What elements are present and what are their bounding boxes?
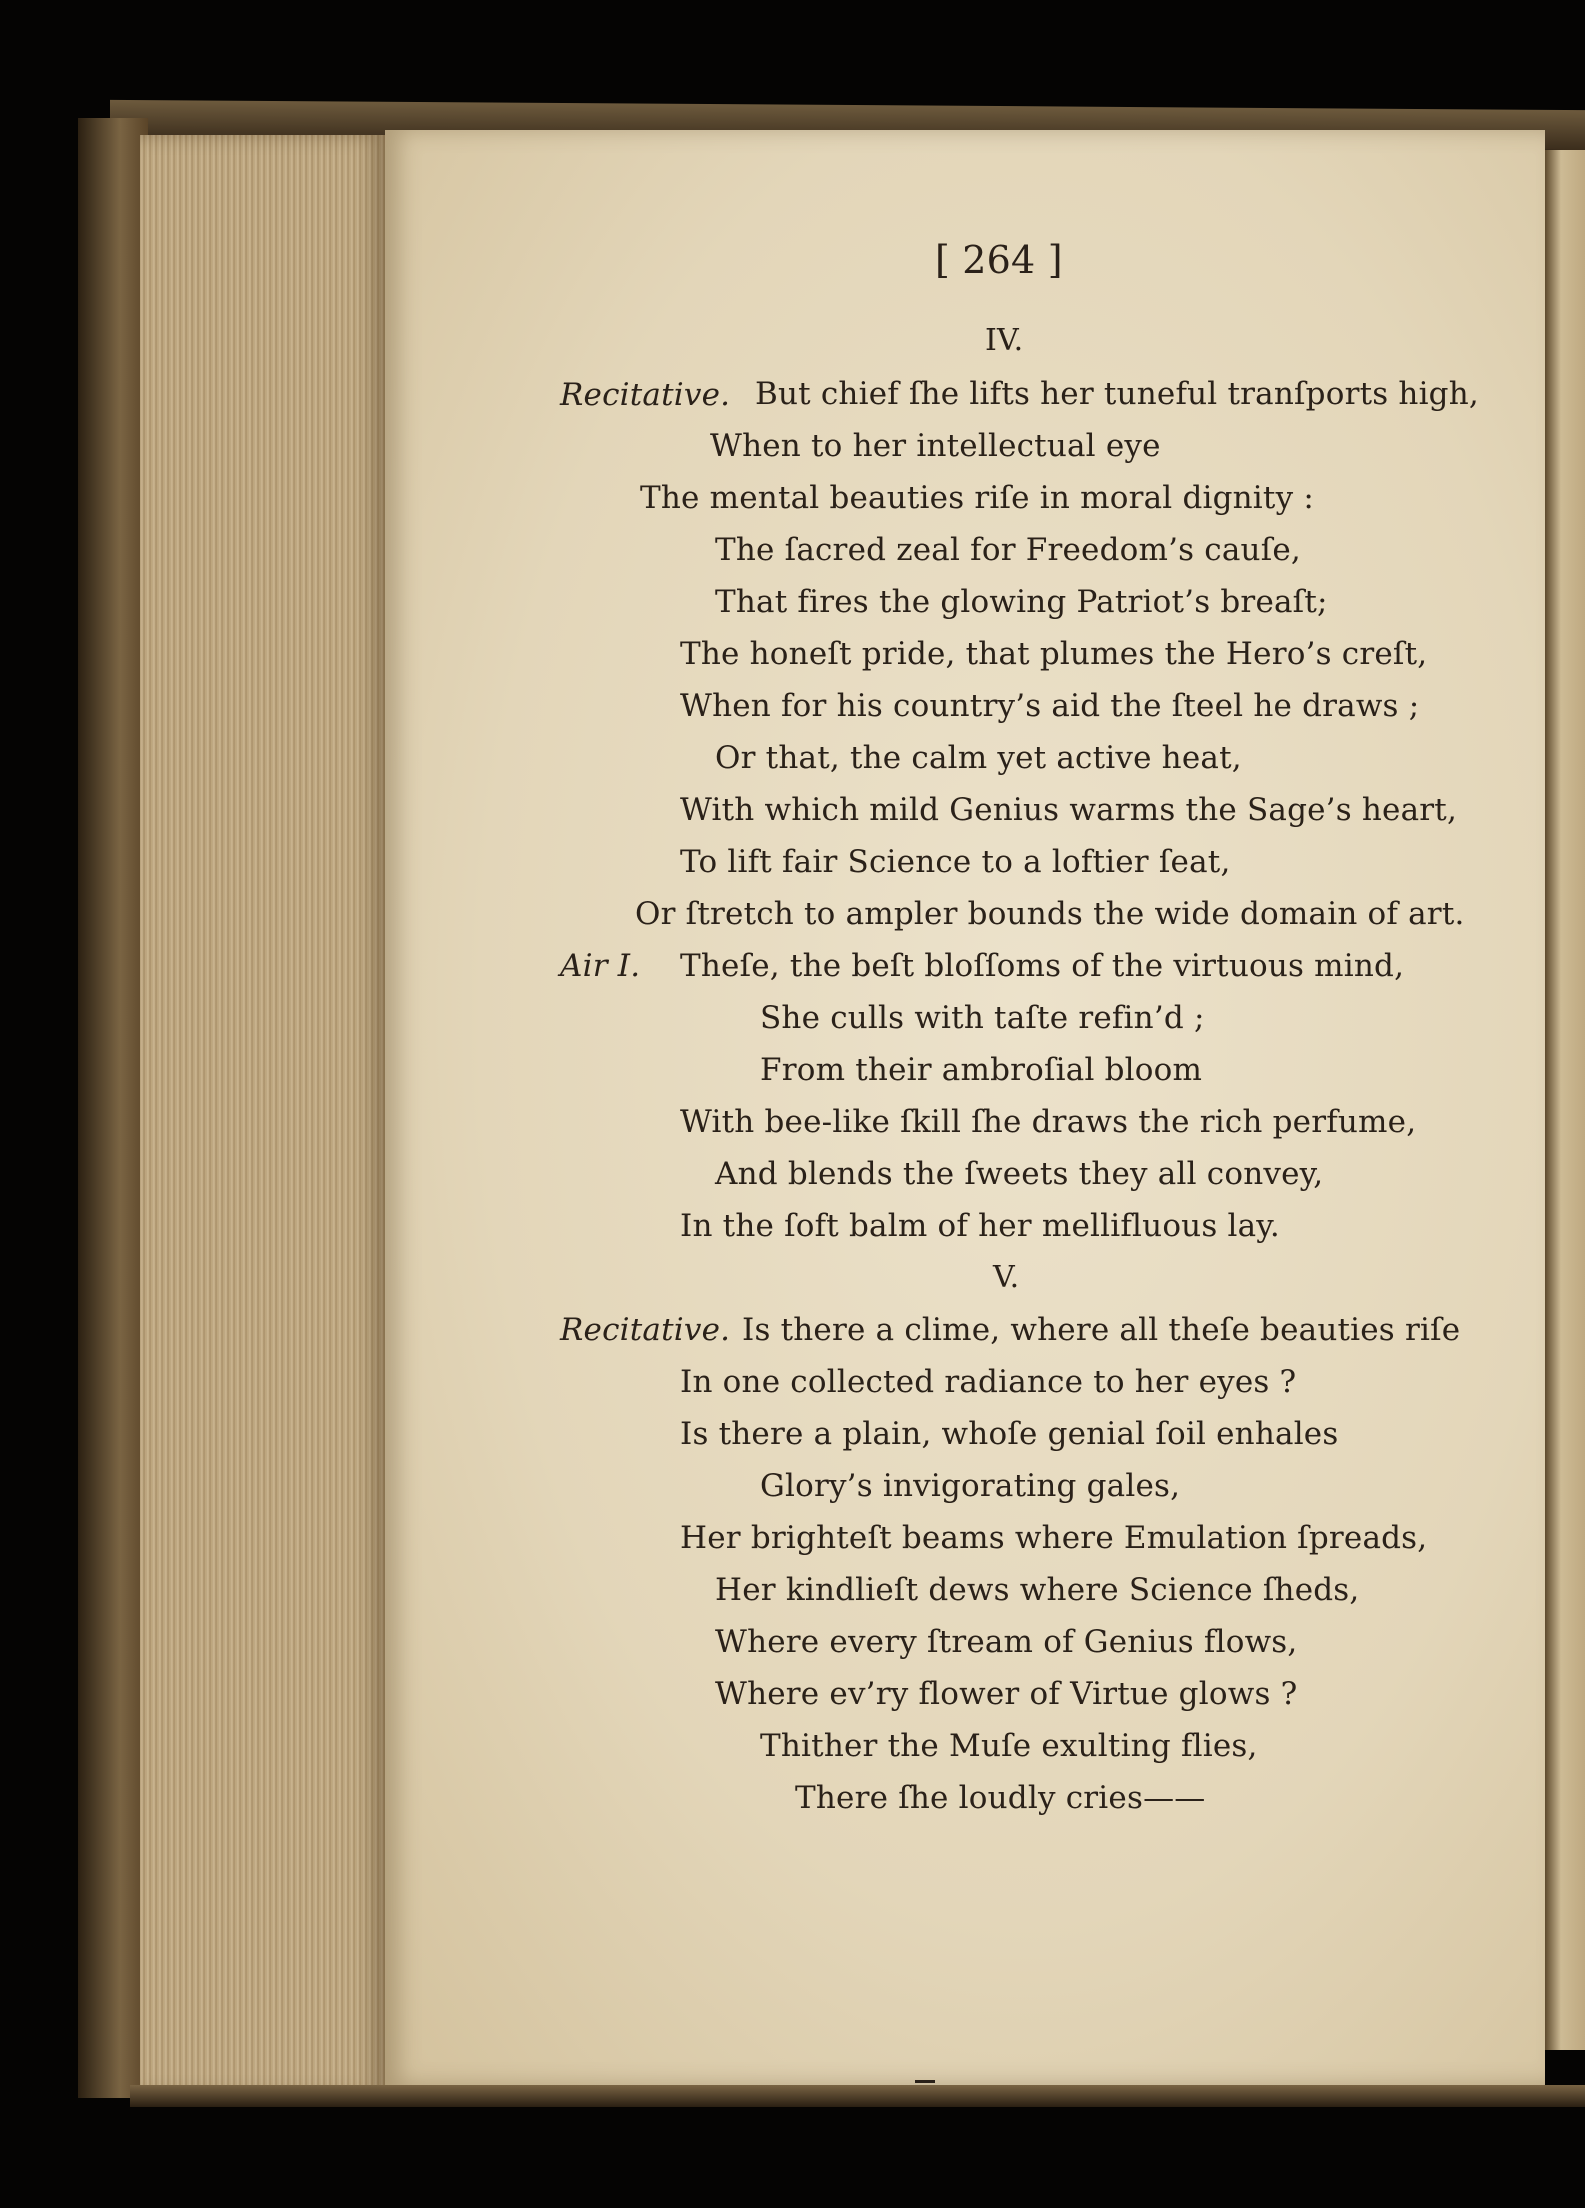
poem-line: She culls with taſte refin’d ; bbox=[760, 1000, 1205, 1036]
poem-line: With which mild Genius warms the Sage’s heart, bbox=[680, 792, 1458, 828]
page-mark-dash bbox=[915, 2080, 935, 2083]
poem-line: Or that, the calm yet active heat, bbox=[715, 740, 1242, 776]
poem-line: Where ev’ry flower of Virtue glows ? bbox=[715, 1676, 1298, 1712]
poem-line: When to her intellectual eye bbox=[710, 428, 1161, 464]
poem-line: But chief ſhe lifts her tuneful tranſports high, bbox=[755, 376, 1479, 412]
poem-line: Thither the Muſe exulting flies, bbox=[760, 1728, 1258, 1764]
section-number: V. bbox=[993, 1260, 1020, 1295]
poem-line: The honeſt pride, that plumes the Hero’s creſt, bbox=[680, 636, 1428, 672]
poem-line: Is there a plain, whoſe genial ſoil enhales bbox=[680, 1416, 1339, 1452]
poem-line: In one collected radiance to her eyes ? bbox=[680, 1364, 1297, 1400]
line-tag: Air I. bbox=[560, 948, 641, 984]
poem-line: Her brighteſt beams where Emulation ſpreads, bbox=[680, 1520, 1428, 1556]
poem-line: To lift fair Science to a loftier ſeat, bbox=[680, 844, 1231, 880]
poem-line: From their ambroſial bloom bbox=[760, 1052, 1203, 1088]
line-tag: Recitative. bbox=[560, 377, 731, 413]
book-cover-left bbox=[78, 118, 148, 2098]
page-number: [ 264 ] bbox=[935, 238, 1063, 282]
poem-line: Or ſtretch to ampler bounds the wide domain of art. bbox=[635, 896, 1465, 932]
book-bottom-edge bbox=[130, 2085, 1585, 2107]
facing-page-edge bbox=[1545, 150, 1585, 2050]
poem-line: Theſe, the beſt bloſſoms of the virtuous mind, bbox=[680, 948, 1405, 984]
poem-line: Is there a clime, where all theſe beauties riſe bbox=[742, 1312, 1461, 1348]
poem-line: Her kindlieſt dews where Science ſheds, bbox=[715, 1572, 1360, 1608]
poem-line: In the ſoft balm of her mellifluous lay. bbox=[680, 1208, 1280, 1244]
poem-line: The ſacred zeal for Freedom’s cauſe, bbox=[715, 532, 1301, 568]
poem-line: When for his country’s aid the ſteel he draws ; bbox=[680, 688, 1420, 724]
line-tag: Recitative. bbox=[560, 1312, 731, 1348]
section-number: IV. bbox=[985, 323, 1024, 358]
poem-line: That fires the glowing Patriot’s breaſt; bbox=[715, 584, 1328, 620]
poem-line: The mental beauties riſe in moral dignity : bbox=[640, 480, 1314, 516]
poem-line: With bee-like ſkill ſhe draws the rich perfume, bbox=[680, 1104, 1417, 1140]
poem-line: Where every ſtream of Genius flows, bbox=[715, 1624, 1298, 1660]
book-page bbox=[385, 130, 1545, 2085]
poem-line: There ſhe loudly cries—— bbox=[795, 1780, 1206, 1816]
page-block-edges bbox=[140, 135, 385, 2095]
poem-line: And blends the ſweets they all convey, bbox=[715, 1156, 1324, 1192]
poem-line: Glory’s invigorating gales, bbox=[760, 1468, 1181, 1504]
